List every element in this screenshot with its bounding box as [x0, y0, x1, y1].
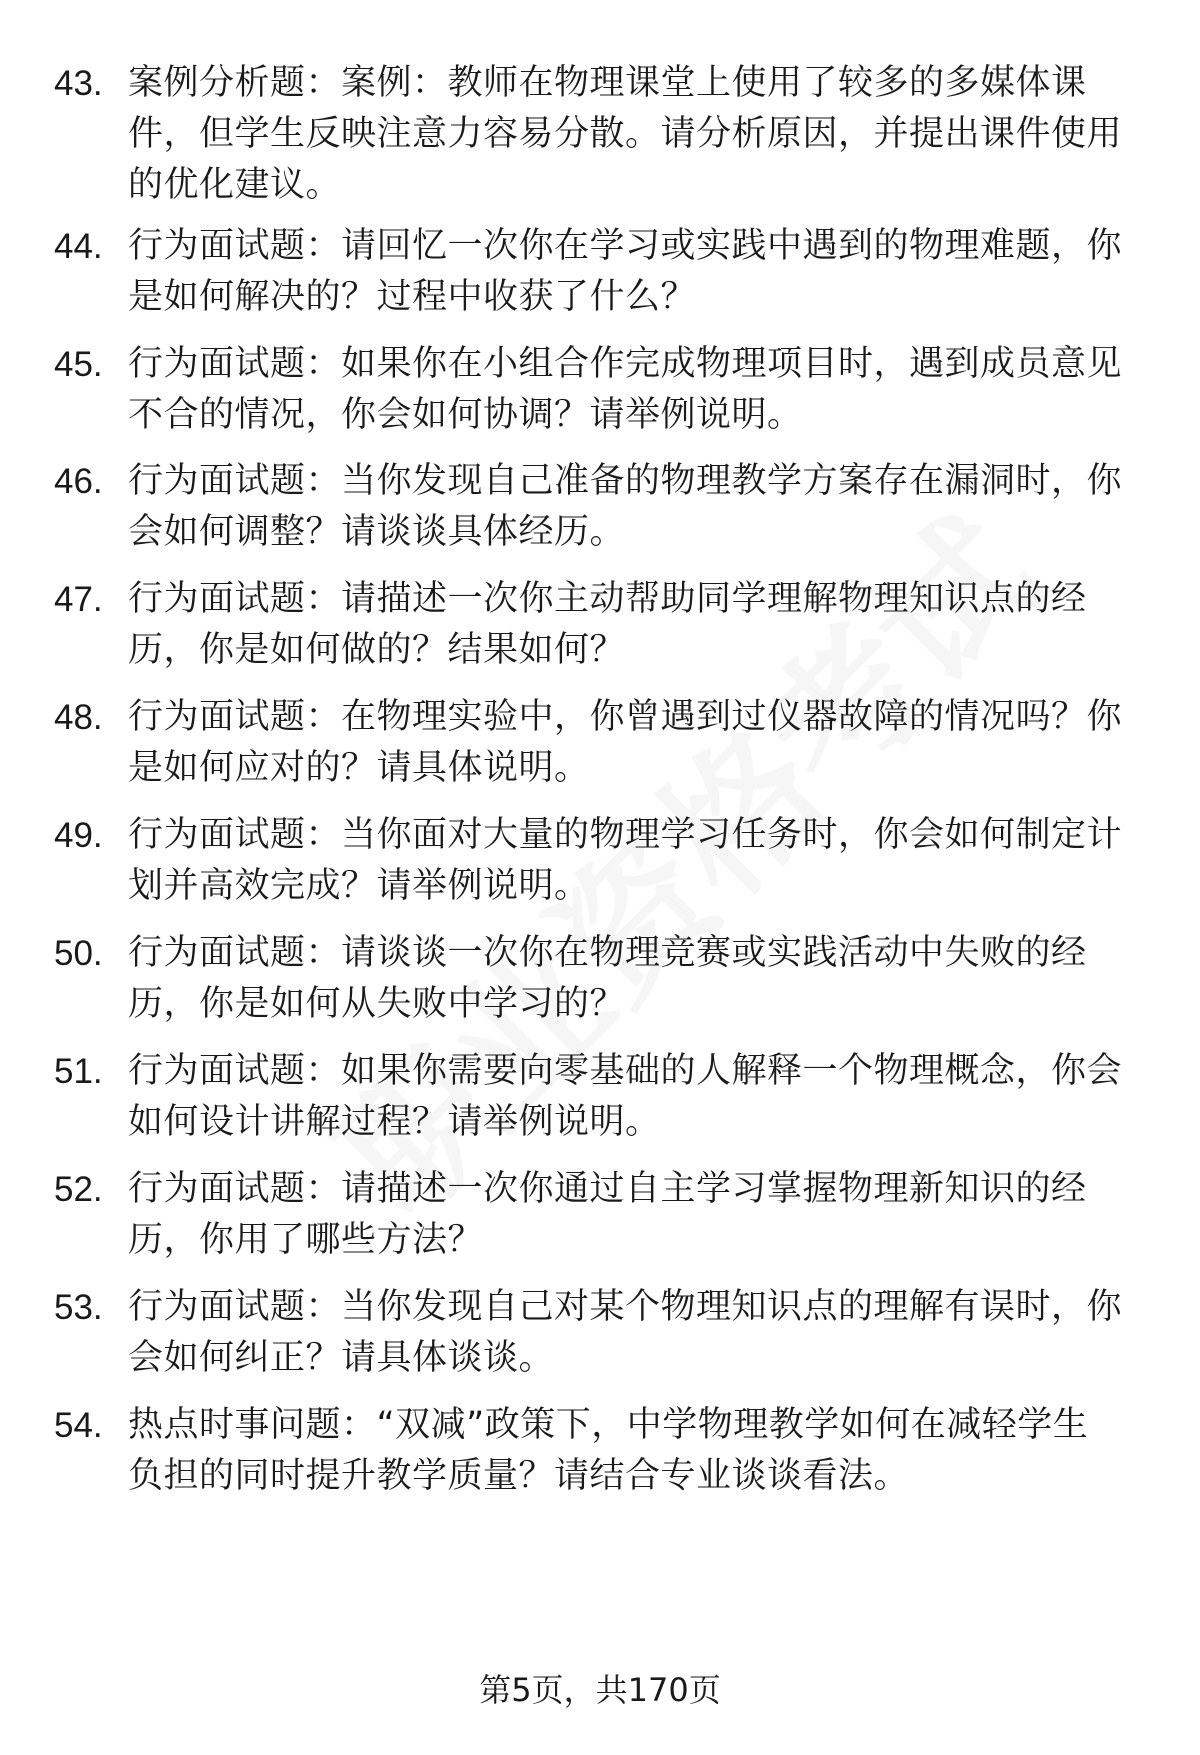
question-line: 不合的情况，你会如何协调？请举例说明。 [128, 395, 803, 435]
question-text [128, 1046, 1148, 1148]
question-number: 47. [54, 580, 103, 619]
question-line: 是如何解决的？过程中收获了什么？ [128, 277, 697, 317]
question-number: 52. [54, 1170, 103, 1209]
question-line: 负担的同时提升教学质量？请结合专业谈谈看法。 [128, 1456, 910, 1496]
question-text [128, 1400, 1148, 1502]
question-line: 热点时事问题：“双减”政策下，中学物理教学如何在减轻学生 [128, 1405, 1089, 1445]
question-number: 49. [54, 816, 103, 855]
question-line: 历，你是如何做的？结果如何？ [128, 630, 626, 670]
question-number: 50. [54, 934, 103, 973]
question-text [128, 221, 1148, 323]
question-line: 行为面试题：当你面对大量的物理学习任务时，你会如何制定计 [128, 815, 1123, 855]
question-text [128, 456, 1148, 558]
question-text [128, 1164, 1148, 1266]
question-line: 是如何应对的？请具体说明。 [128, 748, 590, 788]
question-line: 行为面试题：如果你在小组合作完成物理项目时，遇到成员意见 [128, 344, 1123, 384]
question-line: 件，但学生反映注意力容易分散。请分析原因，并提出课件使用 [128, 114, 1123, 154]
question-line: 案例分析题：案例：教师在物理课堂上使用了较多的多媒体课 [128, 63, 1087, 103]
question-number: 51. [54, 1052, 103, 1091]
question-text [128, 58, 1148, 211]
question-line: 历，你用了哪些方法？ [128, 1220, 484, 1260]
question-line: 行为面试题：如果你需要向零基础的人解释一个物理概念，你会 [128, 1051, 1123, 1091]
question-line: 行为面试题：请谈谈一次你在物理竞赛或实践活动中失败的经 [128, 933, 1087, 973]
question-text [128, 928, 1148, 1030]
question-text [128, 810, 1148, 912]
question-number: 53. [54, 1288, 103, 1327]
question-line: 行为面试题：当你发现自己对某个物理知识点的理解有误时，你 [128, 1287, 1123, 1327]
question-text [128, 574, 1148, 676]
question-line: 行为面试题：在物理实验中，你曾遇到过仪器故障的情况吗？你 [128, 697, 1123, 737]
question-number: 54. [54, 1406, 103, 1445]
question-line: 行为面试题：当你发现自己准备的物理教学方案存在漏洞时，你 [128, 461, 1123, 501]
question-number: 43. [54, 64, 103, 103]
question-line: 行为面试题：请描述一次你通过自主学习掌握物理新知识的经 [128, 1169, 1087, 1209]
question-line: 划并高效完成？请举例说明。 [128, 866, 590, 906]
question-line: 会如何调整？请谈谈具体经历。 [128, 512, 626, 552]
question-line: 如何设计讲解过程？请举例说明。 [128, 1102, 661, 1142]
question-number: 45. [54, 345, 103, 384]
question-text [128, 1282, 1148, 1384]
question-line: 的优化建议。 [128, 165, 342, 205]
question-number: 46. [54, 462, 103, 501]
question-text [128, 339, 1148, 441]
question-line: 会如何纠正？请具体谈谈。 [128, 1338, 555, 1378]
question-line: 行为面试题：请回忆一次你在学习或实践中遇到的物理难题，你 [128, 226, 1123, 266]
question-line: 历，你是如何从失败中学习的？ [128, 984, 626, 1024]
question-number: 44. [54, 227, 103, 266]
question-number: 48. [54, 698, 103, 737]
question-text [128, 692, 1148, 794]
page-footer: 第5页，共170页 [479, 1671, 721, 1709]
question-line: 行为面试题：请描述一次你主动帮助同学理解物理知识点的经 [128, 579, 1087, 619]
